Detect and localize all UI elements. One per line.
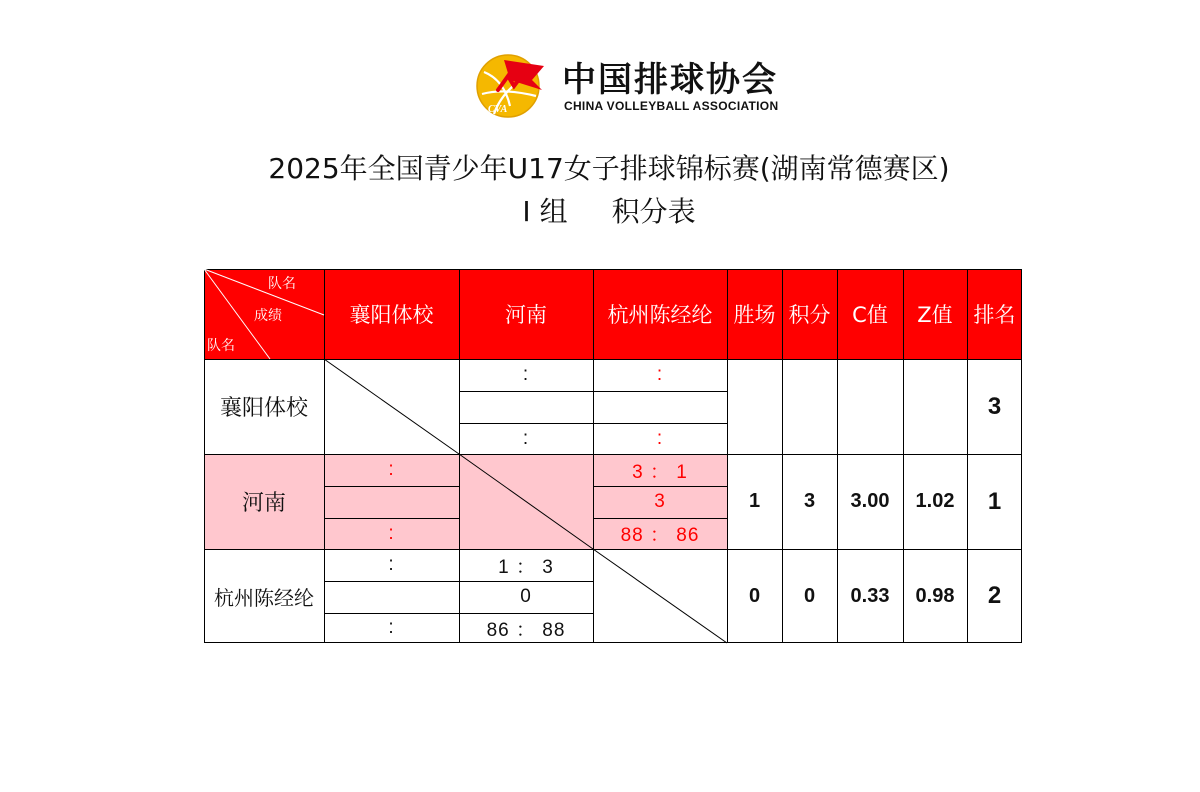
z-value: 0.98 [915, 584, 955, 607]
page-title: 2025年全国青少年U17女子排球锦标赛(湖南常德赛区) [268, 152, 950, 185]
match-ratio: : [388, 522, 395, 544]
match-ratio: : [522, 427, 530, 449]
match-ratio: 86 ： 88 [486, 619, 566, 641]
match-points [324, 581, 459, 613]
table-name: 积分表 [611, 195, 696, 228]
row-team-name: 杭州陈经纶 [214, 585, 314, 610]
rank-value: 2 [987, 582, 1002, 609]
c-value: 0.33 [850, 584, 890, 607]
match-score: : [522, 364, 530, 385]
match-ratio: : [388, 617, 395, 638]
match-score: : [656, 364, 664, 385]
c-value [837, 359, 903, 454]
wins-value: 0 [748, 584, 761, 607]
corner-team-bottom: 队名 [207, 338, 235, 354]
c-value: 3.00 [850, 490, 890, 512]
header-points: 积分 [782, 269, 837, 359]
match-ratio: : [656, 427, 664, 449]
match-points: 3 [654, 491, 666, 512]
header-rank: 排名 [967, 269, 1022, 359]
row-team-name: 河南 [241, 491, 286, 516]
row-team-name: 襄阳体校 [219, 396, 308, 421]
match-points [324, 486, 459, 518]
match-ratio: 88 ： 86 [620, 525, 700, 546]
header-team-1: 襄阳体校 [324, 269, 459, 359]
logo-name-en: CHINA VOLLEYBALL ASSOCIATION [564, 99, 779, 113]
rank-value: 1 [987, 487, 1002, 515]
match-points [593, 391, 727, 423]
header-wins: 胜场 [727, 269, 782, 359]
match-score: : [388, 459, 395, 480]
header-c-value: C值 [837, 269, 903, 359]
header-z-value: Z值 [903, 269, 967, 359]
points-value [782, 359, 837, 454]
wins-value: 1 [748, 490, 761, 512]
rank-value: 3 [987, 392, 1002, 420]
logo-name-cn: 中国排球协会 [562, 60, 778, 100]
points-value: 0 [803, 584, 816, 607]
corner-team-top: 队名 [268, 276, 296, 292]
match-score: 3 ： 1 [632, 461, 688, 483]
z-value: 1.02 [915, 490, 955, 512]
header-team-2: 河南 [459, 269, 593, 359]
wins-value [727, 359, 782, 454]
match-score: 1 ： 3 [498, 556, 554, 578]
z-value [903, 359, 967, 454]
points-value: 3 [803, 490, 816, 512]
group-label: I 组 [522, 195, 568, 228]
corner-cell [204, 269, 324, 359]
svg-text:CVA: CVA [488, 104, 508, 115]
corner-result: 成绩 [254, 308, 282, 324]
match-score: : [388, 554, 395, 575]
header-team-3: 杭州陈经纶 [593, 269, 727, 359]
match-points: 0 [520, 586, 532, 607]
match-points [459, 391, 593, 423]
